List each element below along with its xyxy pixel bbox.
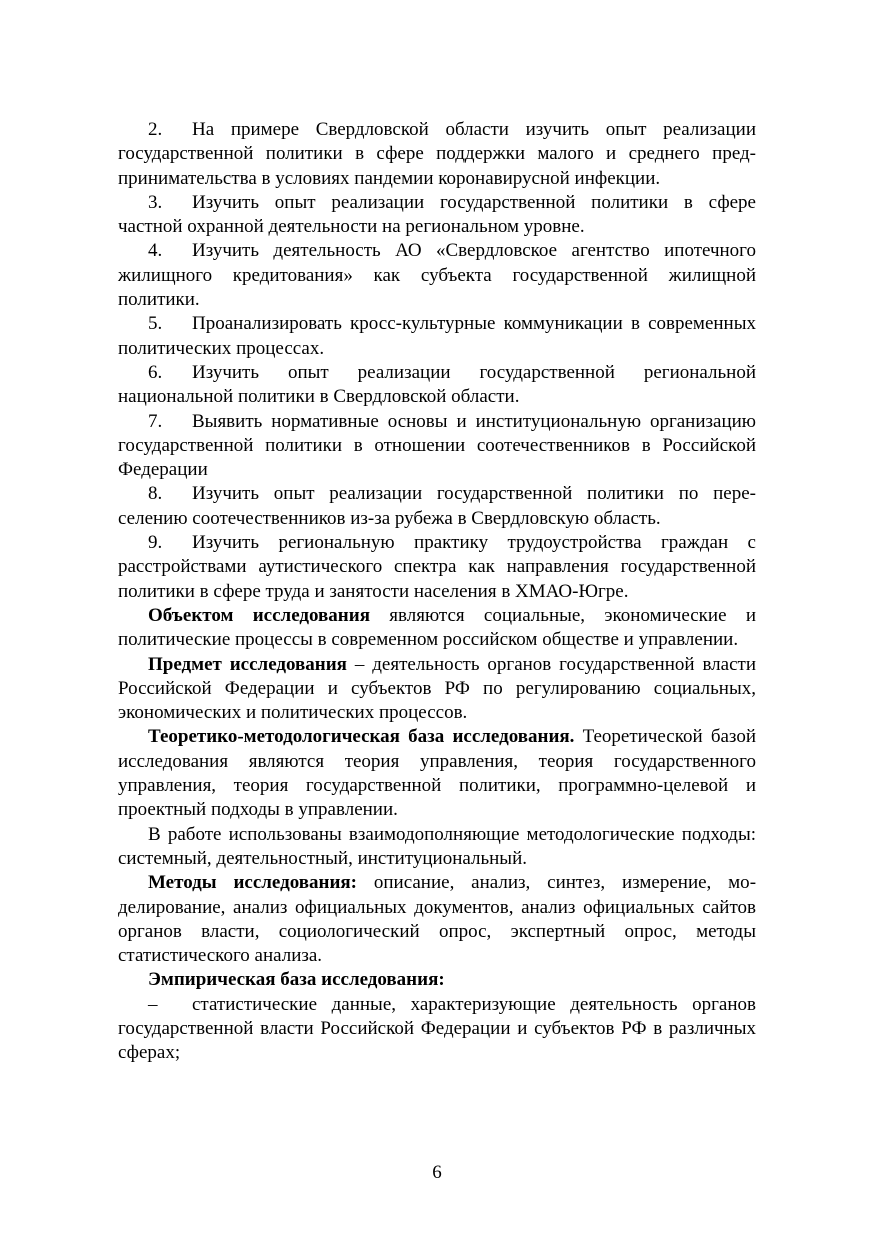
list-text: Изучить опыт реализации государственной политики по переселению соотечественников из-за рубежа в Свердловскую область. (118, 483, 756, 529)
list-text: Изучить региональную практику трудоустройства граждан с расстройствами аутистического спектра как направления государственной политики в сфере труда и занятости населения в ХМАО-Югре. (118, 532, 756, 602)
empirical-base-heading: Эмпирическая база исследования: (148, 969, 445, 991)
approaches-paragraph: В работе использованы взаимодополняющие методологические подходы: системный, деятельностный, институциональный. (118, 823, 756, 869)
methods-heading: Методы исследования: (148, 872, 358, 894)
research-object-heading: Объектом исследования (148, 604, 370, 626)
theory-base-text: Теоретической базой исследования являются теория управления, теория государственного управления, теория государственной политики, программно-целевой и проектный подходы в управлении. (118, 726, 756, 821)
list-number: 3. (148, 191, 163, 213)
methods-paragraph (118, 871, 756, 968)
empirical-base-item (118, 993, 756, 1066)
list-text: Изучить деятельность АО «Свердловское агентство ипотечного жилищного кредитования» как субъекта государственной жилищной политики. (118, 240, 756, 311)
research-subject-heading: Предмет исследования (148, 653, 347, 675)
list-text: Изучить опыт реализации государственной региональной национальной политики в Свердловской области. (118, 361, 756, 408)
dash-bullet: – (148, 993, 158, 1015)
list-item (118, 410, 756, 483)
list-item (118, 312, 756, 361)
list-number: 9. (148, 532, 163, 554)
list-text: На примере Свердловской области изучить опыт реализации государственной политики в сфере поддержки малого и среднего предпринимательства в условиях пандемии коронавирусной инфекции. (118, 119, 756, 189)
list-text: Проанализировать кросс-культурные коммуникации в современных политических процессах. (118, 313, 756, 359)
list-number: 2. (148, 119, 163, 140)
research-object-text: являются социальные, экономические и политические процессы в современном российском обществе и управлении. (118, 604, 756, 651)
list-text: Выявить нормативные основы и институциональную организацию государственной политики в отношении соотечественников в Российской Федерации (118, 410, 756, 481)
list-item (118, 118, 756, 191)
list-item (118, 531, 756, 604)
research-subject-paragraph (118, 653, 756, 726)
list-number: 5. (148, 313, 163, 335)
list-item (118, 361, 756, 410)
research-subject-text: – деятельность органов государственной власти Российской Федерации и субъектов РФ по регулированию социальных, экономических и политических процессов. (118, 653, 756, 724)
research-object-paragraph (118, 604, 756, 653)
page-number: 6 (432, 1162, 442, 1183)
empirical-base-item-text: статистические данные, характеризующие деятельность органов государственной власти Российской Федерации и субъектов РФ в различных сферах; (118, 993, 756, 1064)
body-text (118, 118, 756, 1066)
list-item (118, 482, 756, 531)
empirical-base-heading-paragraph (118, 968, 756, 992)
theory-base-heading: Теоретико-методологическая база исследования. (148, 726, 575, 748)
list-number: 6. (148, 361, 163, 383)
list-text: Изучить опыт реализации государственной политики в сфере частной охранной деятельности на региональном уровне. (118, 191, 756, 238)
list-number: 8. (148, 483, 163, 505)
theory-base-paragraph (118, 725, 756, 822)
list-number: 4. (148, 240, 163, 262)
methods-text: описание, анализ, синтез, измерение, моделирование, анализ официальных документов, анализ официальных сайтов органов власти, социологический опрос, экспертный опрос, методы статистического анализа. (118, 872, 757, 967)
list-item (118, 239, 756, 312)
list-item (118, 191, 756, 240)
list-number: 7. (148, 410, 163, 432)
